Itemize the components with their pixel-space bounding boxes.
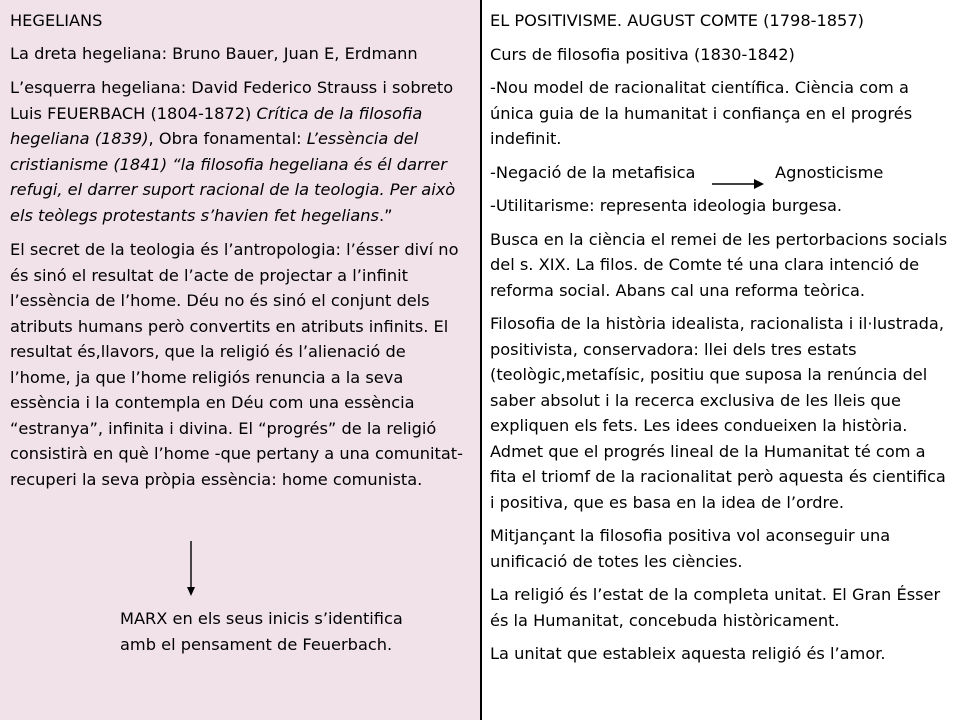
- nou-model-text: -Nou model de racionalitat científica. Ciència com a única guia de la humanitat i confiança en el progrés indefinit.: [490, 78, 913, 148]
- critica-title: Crítica de la filosofia hegeliana (1839): [10, 103, 423, 148]
- arrow-down-icon: [186, 541, 196, 596]
- marx-note: MARX en els seus inicis s’identifica amb el pensament de Feuerbach.: [120, 609, 403, 654]
- filosofia-historia-text: Filosofia de la història idealista, racionalista i il·lustrada, positivista, conservadora: llei dels tres estats (teològic,metafísic, positiu que suposa la renúncia del saber absolut i la recerca exclusiva de les lleis que expliquen els fets. Les idees condueixen la història. Admet que el progrés lineal de la Humanitat té com a fita el triomf de la racionalitat però aquesta és cientifica i positiva, que es basa en la idea de l’ordre.: [490, 314, 946, 512]
- positivisme-title: EL POSITIVISME. AUGUST COMTE (1798-1857): [490, 11, 864, 30]
- curs-text: Curs de filosofia positiva (1830-1842): [490, 44, 795, 64]
- negacio-row: [490, 160, 950, 186]
- quote-close: .”: [379, 205, 393, 225]
- agnosticisme-text: Agnosticisme: [775, 162, 884, 182]
- religio-text: La religió és l’estat de la completa unitat. El Gran Ésser és la Humanitat, concebuda històricament.: [490, 585, 941, 630]
- esquerra-intro: L’esquerra hegeliana: David Federico Strauss i sobreto Luis FEUERBACH (1804-1872): [10, 78, 454, 123]
- dreta-hegeliana-text: La dreta hegeliana: Bruno Bauer, Juan E, Erdmann: [10, 43, 418, 63]
- secret-teologia-text: El secret de la teologia és l’antropologia: l’ésser diví no és sinó el resultat de l’acte de projectar a l’infinit l’essència de l’home. Déu no és sinó el conjunt dels atributs humans però convertits en atributs infinits. El resultat és,llavors, que la religió és l’alienació de l’home, ja que l’home religiós renuncia a la seva essència i la contempla en Déu com una essència “estranya”, infinita i divina. El “progrés” de la religió consistirà en què l’home -que pertany a una comunitat- recuperi la seva pròpia essència: home comunista.: [10, 240, 463, 489]
- utilitarisme-text: -Utilitarisme: representa ideologia burgesa.: [490, 196, 843, 215]
- esquerra-hegeliana-text: [10, 75, 466, 228]
- mitjancant-text: Mitjançant la filosofia positiva vol aconseguir una unificació de totes les ciències.: [490, 526, 891, 571]
- negacio-text: -Negació de la metafisica: [490, 162, 696, 182]
- arrow-right-icon: [712, 178, 764, 190]
- busca-text: Busca en la ciència el remei de les pertorbacions socials del s. XIX. La filos. de Comte té una clara intenció de reforma social. Abans cal una reforma teòrica.: [490, 229, 948, 300]
- unitat-text: La unitat que estableix aquesta religió és l’amor.: [490, 644, 886, 663]
- essencia-title: L’essència del cristianisme (1841): [10, 129, 419, 174]
- hegelians-heading: HEGELIANS: [10, 11, 103, 30]
- positivisme-column: [482, 0, 960, 720]
- feuerbach-quote: “la filosofia hegeliana és él darrer refugi, el darrer suport racional de la teologia. Per això els teòlegs protestants s’havien fet hegelians: [10, 154, 456, 225]
- obra-fonamental-label: , Obra fonamental:: [148, 129, 302, 148]
